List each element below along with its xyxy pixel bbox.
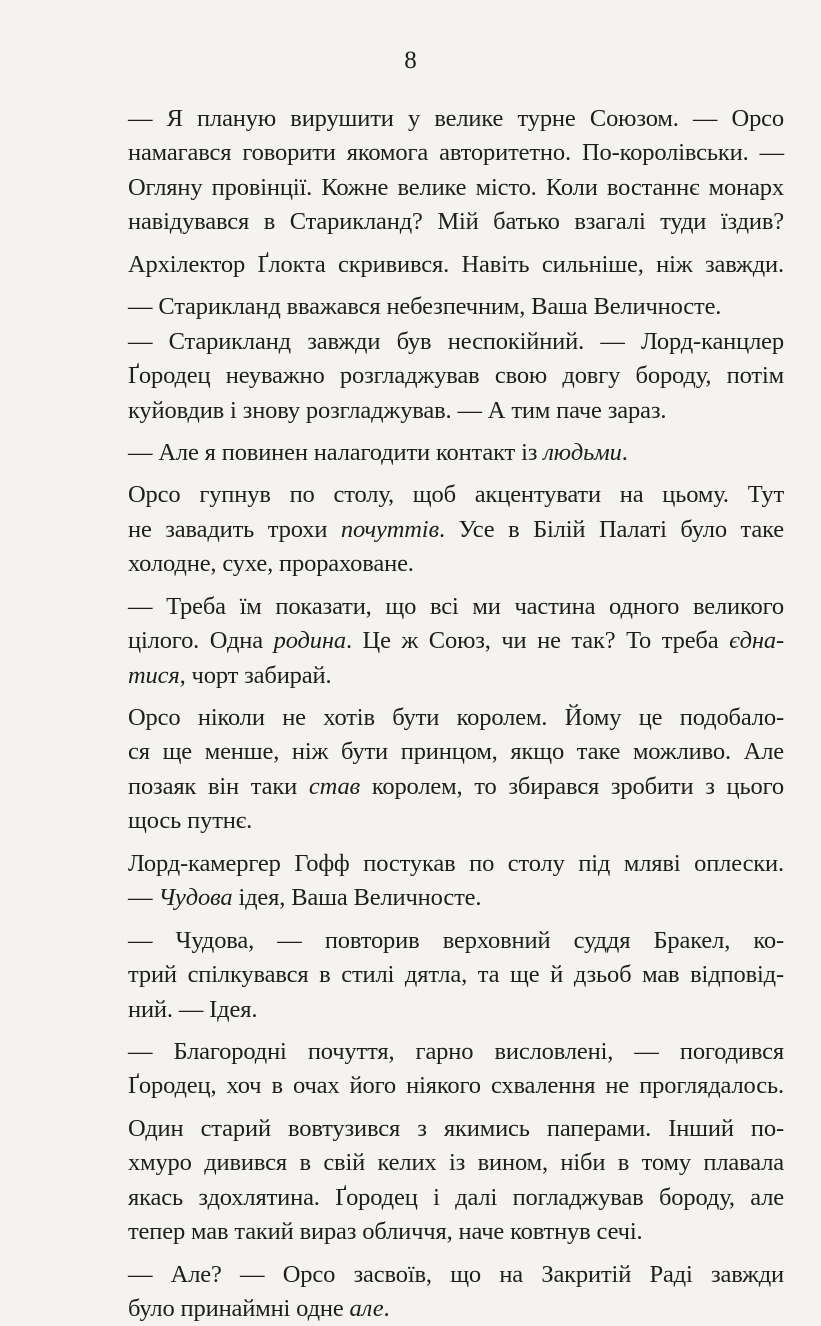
- text-line: [128, 290, 784, 324]
- italic-text: Чудова: [158, 884, 233, 912]
- text-span: .: [621, 438, 628, 466]
- text-line: [128, 993, 784, 1027]
- text-line: [128, 958, 784, 992]
- text-span: — Чудова, — повторив верховний суддя Бракел, ко-: [128, 926, 784, 954]
- italic-text: став: [308, 772, 361, 800]
- text-span: цілого. Одна: [128, 627, 274, 655]
- text-line: [128, 248, 784, 282]
- text-line: [128, 590, 784, 624]
- text-span: Ґородец неуважно розгладжував свою довгу бороду, потім: [128, 362, 784, 390]
- text-line: [128, 735, 784, 769]
- text-span: тепер мав такий вираз обличчя, наче ковтнув сечі.: [128, 1218, 643, 1246]
- text-span: — Треба їм показати, що всі ми частина одного великого: [128, 592, 784, 620]
- text-span: намагався говорити якомога авторитетно. По-королівськи. —: [128, 139, 784, 167]
- text-span: —: [128, 884, 159, 912]
- text-span: — Старикланд завжди був неспокійний. — Лорд-канцлер: [128, 327, 784, 355]
- text-line: [128, 1069, 784, 1103]
- text-line: [128, 924, 784, 958]
- text-span: якась здохлятина. Ґородец і далі погладжував бороду, але: [128, 1183, 784, 1211]
- text-span: було принаймні одне: [128, 1295, 350, 1322]
- text-line: [128, 1292, 784, 1326]
- text-line: [128, 1035, 784, 1069]
- text-line: [128, 881, 784, 915]
- text-span: холодне, сухе, прораховане.: [128, 550, 414, 578]
- text-span: — Але я повинен налагодити контакт із: [128, 438, 544, 466]
- text-span: . Усе в Білій Палаті було таке: [438, 515, 784, 543]
- text-span: хмуро дивився в свій келих із вином, ніби в тому плавала: [128, 1149, 784, 1177]
- text-span: Огляну провінції. Кожне велике місто. Коли востаннє монарх: [128, 173, 784, 201]
- text-span: — Але? — Орсо засвоїв, що на Закритій Раді завжди: [128, 1260, 784, 1288]
- text-span: королем, то збирався зробити з цього: [360, 772, 784, 800]
- text-span: куйовдив і знову розгладжував. — А тим паче зараз.: [128, 396, 667, 424]
- text-span: Архілектор Ґлокта скривився. Навіть сильніше, ніж завжди.: [128, 250, 784, 278]
- text-span: не завадить трохи: [128, 515, 341, 543]
- text-span: позаяк він таки: [128, 772, 309, 800]
- text-line: [128, 325, 784, 359]
- text-line: [128, 171, 784, 205]
- text-line: [128, 1215, 784, 1249]
- text-line: [128, 394, 784, 428]
- text-span: трий спілкувався в стилі дятла, та ще й дзьоб мав відповід-: [128, 961, 784, 989]
- text-line: [128, 136, 784, 170]
- italic-text: почуттів: [340, 515, 439, 543]
- text-span: ся ще менше, ніж бути принцом, якщо таке можливо. Але: [128, 738, 784, 766]
- italic-text: але: [349, 1295, 384, 1322]
- text-line: [128, 624, 784, 658]
- page-number: 8: [404, 47, 417, 74]
- text-line: [128, 701, 784, 735]
- text-line: [128, 804, 784, 838]
- text-span: — Я планую вирушити у велике турне Союзом. — Орсо: [128, 105, 784, 132]
- text-span: , чорт забирай.: [179, 661, 332, 689]
- text-line: [128, 1112, 784, 1146]
- text-span: — Старикланд вважався небезпечним, Ваша Величносте.: [128, 293, 722, 321]
- text-line: [128, 547, 784, 581]
- text-span: Орсо гупнув по столу, щоб акцентувати на цьому. Тут: [128, 481, 784, 509]
- text-line: [128, 102, 784, 136]
- text-span: ний. — Ідея.: [128, 995, 258, 1023]
- italic-text: тися: [128, 661, 180, 689]
- text-span: Ґородец, хоч в очах його ніякого схвалення не проглядалось.: [128, 1072, 784, 1100]
- italic-text: людьми: [543, 438, 622, 466]
- text-span: . Це ж Союз, чи не так? То треба: [345, 627, 730, 655]
- text-span: ідея, Ваша Величносте.: [232, 884, 482, 912]
- text-span: — Благородні почуття, гарно висловлені, — погодився: [128, 1037, 784, 1065]
- text-line: [128, 770, 784, 804]
- text-line: [128, 1258, 784, 1292]
- text-span: .: [383, 1295, 390, 1322]
- text-line: [128, 205, 784, 239]
- text-line: [128, 436, 784, 470]
- text-span: щось путнє.: [128, 807, 253, 835]
- text-line: [128, 478, 784, 512]
- text-line: [128, 659, 784, 693]
- text-span: Лорд-камергер Гофф постукав по столу під мляві оплески.: [128, 849, 784, 877]
- body-text: [128, 102, 784, 1326]
- text-line: [128, 1146, 784, 1180]
- text-line: [128, 847, 784, 881]
- text-span: Орсо ніколи не хотів бути королем. Йому це подобало-: [128, 704, 784, 731]
- italic-text: єдна-: [729, 627, 784, 655]
- text-line: [128, 359, 784, 393]
- text-span: навідувався в Старикланд? Мій батько взагалі туди їздив?: [128, 208, 784, 236]
- italic-text: родина: [273, 627, 346, 655]
- text-span: Один старий вовтузився з якимись паперами. Інший по-: [128, 1114, 784, 1142]
- text-line: [128, 1181, 784, 1215]
- text-line: [128, 513, 784, 547]
